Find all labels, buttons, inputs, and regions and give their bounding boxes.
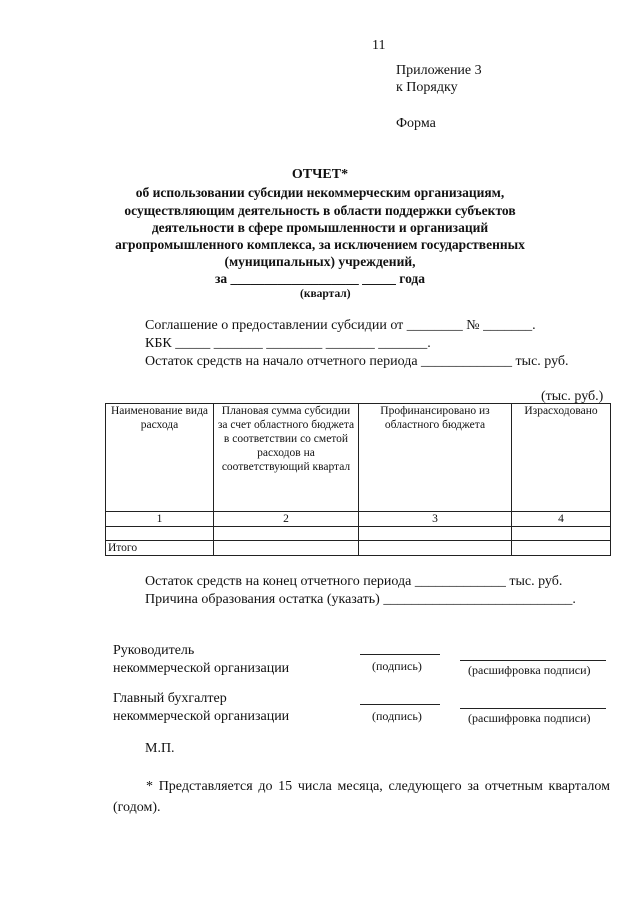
- title-line-2: осуществляющим деятельность в области поддержки субъектов: [124, 203, 516, 218]
- name-line: [460, 708, 606, 709]
- table-cell[interactable]: [214, 527, 359, 541]
- table-cell[interactable]: [512, 541, 611, 556]
- period-caption: (квартал): [300, 288, 351, 300]
- appendix-line-1: Приложение 3: [396, 63, 482, 78]
- signature-caption: (подпись): [372, 709, 422, 723]
- header-spent: Израсходовано: [512, 404, 611, 512]
- name-line: [460, 660, 606, 661]
- footnote: * Представляется до 15 числа месяца, следующего за отчетным кварталом (годом).: [113, 779, 610, 815]
- numbers-row: [106, 512, 611, 527]
- header-expense-type: Наименование вида расхода: [106, 404, 214, 512]
- title-heading: ОТЧЕТ*: [291, 167, 349, 182]
- accountant-role-line-2: некоммерческой организации: [113, 709, 290, 724]
- signature-caption: (подпись): [372, 659, 422, 673]
- total-label: Итого: [106, 541, 214, 556]
- table-row: [106, 527, 611, 541]
- name-caption: (расшифровка подписи): [468, 711, 591, 725]
- name-caption: (расшифровка подписи): [468, 663, 591, 677]
- accountant-role-line-1: Главный бухгалтер: [113, 691, 227, 706]
- column-number-1: 1: [106, 512, 214, 527]
- column-number-4: 4: [512, 512, 611, 527]
- total-row: [106, 541, 611, 556]
- title-line-5: (муниципальных) учреждений,: [224, 254, 416, 269]
- table-cell[interactable]: [512, 527, 611, 541]
- unit-label: (тыс. руб.): [541, 389, 604, 404]
- signature-line: [360, 704, 440, 705]
- director-role-line-2: некоммерческой организации: [113, 661, 290, 676]
- title-line-3: деятельности в сфере промышленности и организаций: [151, 220, 489, 235]
- title-line-1: об использовании субсидии некоммерческим организациям,: [135, 185, 505, 200]
- header-row: [106, 404, 611, 512]
- table-cell[interactable]: [214, 541, 359, 556]
- table-cell[interactable]: [359, 541, 512, 556]
- column-number-3: 3: [359, 512, 512, 527]
- report-table: [105, 403, 611, 556]
- header-planned-amount: Плановая сумма субсидии за счет областного бюджета в соответствии со сметой расходов на соответствующий квартал: [214, 404, 359, 512]
- title-period-line: за ___________________ _____ года: [214, 271, 426, 286]
- table-cell[interactable]: [359, 527, 512, 541]
- agreement-line: Соглашение о предоставлении субсидии от ________ № _______.: [145, 318, 536, 333]
- balance-start-line: Остаток средств на начало отчетного периода _____________ тыс. руб.: [145, 354, 569, 369]
- appendix-line-2: к Порядку: [396, 80, 458, 95]
- stamp-label: М.П.: [145, 741, 175, 756]
- header-financed: Профинансировано из областного бюджета: [359, 404, 512, 512]
- signature-line: [360, 654, 440, 655]
- form-label: Форма: [396, 116, 436, 131]
- page-number: 11: [372, 38, 386, 53]
- table-cell[interactable]: [106, 527, 214, 541]
- title-line-4: агропромышленного комплекса, за исключением государственных: [115, 237, 525, 252]
- director-role-line-1: Руководитель: [113, 643, 195, 658]
- kbk-line: КБК _____ _______ ________ _______ _______.: [145, 336, 431, 351]
- reason-line: Причина образования остатка (указать) ___________________________.: [145, 592, 576, 607]
- balance-end-line: Остаток средств на конец отчетного периода _____________ тыс. руб.: [145, 574, 563, 589]
- column-number-2: 2: [214, 512, 359, 527]
